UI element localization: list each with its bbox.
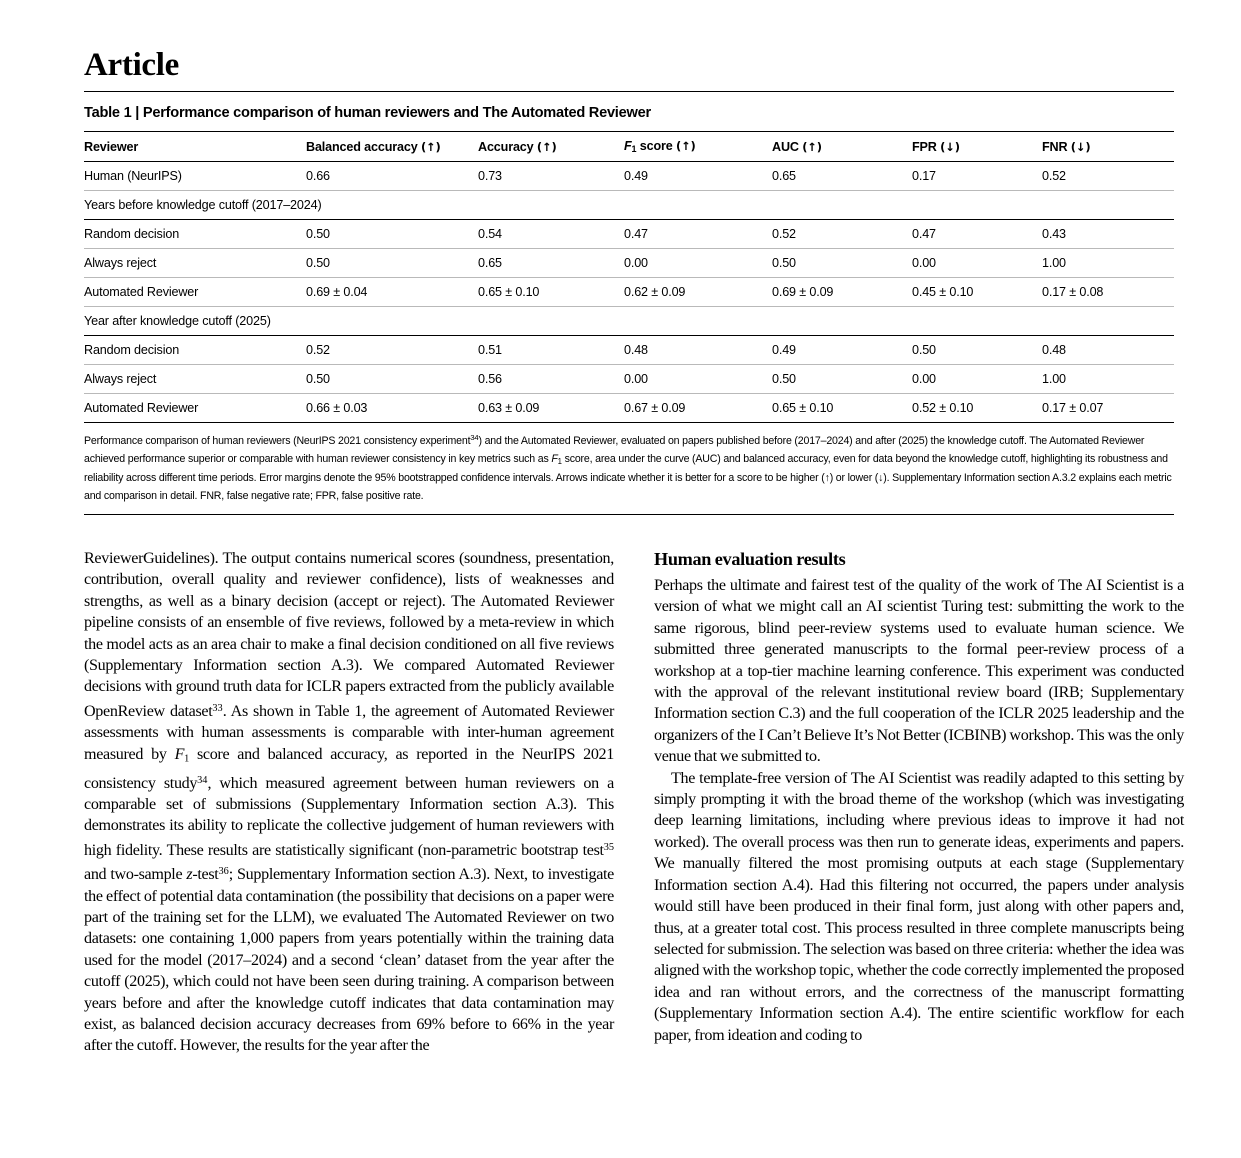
- cell-fnr: 1.00: [1042, 249, 1174, 278]
- table-header-row: [84, 132, 1174, 162]
- cell-fnr: 0.43: [1042, 220, 1174, 249]
- para-text-a: ReviewerGuidelines). The output contains numerical scores (soundness, presentation, contribution, overall quality and reviewer confidence), lists of weaknesses and strengths, as well as a binary decision (accept or reject). The Automated Reviewer pipeline consists of an ensemble of five reviews, followed by a meta-review in which the model acts as an area chair to make a final decision conditioned on all five reviews (Supplementary Information section A.3). We compared Automated Reviewer decisions with ground truth data for ICLR papers extracted from the publicly available OpenReview dataset: [84, 550, 614, 720]
- performance-comparison-table: [84, 131, 1174, 423]
- table-block: [84, 96, 1174, 515]
- sort-direction-arrow: (↓): [940, 139, 960, 154]
- para-text-d: , which measured agreement between human reviewers on a comparable set of submissions (Supplementary Information section A.3). This demonstrates its ability to replicate the collective judgement of human reviewers with high fidelity. These results are statistically significant (non-parametric bootstrap test: [84, 774, 614, 859]
- cell-balanced-accuracy: 0.66 ± 0.03: [306, 394, 478, 423]
- citation-34: 34: [197, 774, 208, 786]
- para-text-c: score and balanced accuracy, as reported in the NeurIPS 2021 consistency study: [84, 745, 615, 792]
- table-body: [84, 162, 1174, 423]
- cell-reviewer: Random decision: [84, 336, 306, 365]
- cell-accuracy: 0.73: [478, 162, 624, 191]
- footnote-text-part3: score, area under the curve (AUC) and balanced accuracy, even for data beyond the knowledge cutoff, highlighting its robustness and reliability across different time periods. Error margins denote the 95% bootstrapped confidence intervals. Arrows indicate whether it is better for a score to be higher (↑) or lower (↓). Supplementary Information section A.3.2 explains each metric and comparison in detail. FNR, false negative rate; FPR, false positive rate.: [84, 452, 1172, 502]
- cell-fnr: 0.48: [1042, 336, 1174, 365]
- cell-f1-score: 0.00: [624, 249, 772, 278]
- cell-balanced-accuracy: 0.69 ± 0.04: [306, 278, 478, 307]
- column-header-label: FNR: [1042, 139, 1068, 154]
- column-header-fnr: [1042, 132, 1174, 162]
- footnote-text-part1: Performance comparison of human reviewers (NeurIPS 2021 consistency experiment: [84, 435, 471, 447]
- cell-reviewer: Always reject: [84, 365, 306, 394]
- cell-balanced-accuracy: 0.50: [306, 220, 478, 249]
- cell-auc: 0.49: [772, 336, 912, 365]
- cell-reviewer: Automated Reviewer: [84, 394, 306, 423]
- footnote-reference-34: 34: [470, 433, 479, 442]
- footnote-f-subscript: 1: [557, 456, 562, 466]
- left-text-column: [84, 548, 614, 1057]
- footnote-text-part2: ) and the Automated Reviewer, evaluated on papers published before (2017–2024) and after (2025) the knowledge cutoff. The Automated Reviewer achieved performance superior or comparable with human reviewer consistency in key metrics such as: [84, 435, 1145, 465]
- para-text-f: -test: [192, 866, 219, 884]
- cell-section-label: Year after knowledge cutoff (2025): [84, 307, 1174, 336]
- table-footnote: [84, 423, 1174, 505]
- cell-fnr: 0.17 ± 0.07: [1042, 394, 1174, 423]
- cell-balanced-accuracy: 0.66: [306, 162, 478, 191]
- cell-fpr: 0.17: [912, 162, 1042, 191]
- cell-auc: 0.65 ± 0.10: [772, 394, 912, 423]
- table-row: [84, 365, 1174, 394]
- cell-auc: 0.50: [772, 365, 912, 394]
- cell-accuracy: 0.51: [478, 336, 624, 365]
- column-header-label: Accuracy: [478, 139, 534, 154]
- sort-direction-arrow: (↑): [802, 139, 822, 154]
- table-row: [84, 162, 1174, 191]
- column-header-label-sub: 1: [631, 144, 637, 154]
- masthead-divider: [84, 91, 1174, 92]
- f-subscript: 1: [184, 753, 189, 765]
- cell-reviewer: Always reject: [84, 249, 306, 278]
- cell-f1-score: 0.00: [624, 365, 772, 394]
- column-header-auc: [772, 132, 912, 162]
- cell-fpr: 0.50: [912, 336, 1042, 365]
- section-heading-human-evaluation-results: Human evaluation results: [654, 549, 846, 569]
- sort-direction-arrow: (↓): [1070, 139, 1091, 154]
- cell-fpr: 0.00: [912, 365, 1042, 394]
- paragraph-turing-test: Perhaps the ultimate and fairest test of the quality of the work of The AI Scientist is a version of what we might call an AI scientist Turing test: submitting the work to the same rigorous, blind peer-review systems used to evaluate human science. We submitted three generated manuscripts to the formal peer-review process of a workshop at a top-tier machine learning conference. This experiment was conducted with the approval of the relevant institutional review board (IRB; Supplementary Information section C.3) and the full cooperation of the ICLR 2025 leadership and the organizers of the I Can’t Believe It’s Not Better (ICBINB) workshop. This was the only venue that we submitted to.: [654, 577, 1184, 766]
- table-row: [84, 220, 1174, 249]
- cell-balanced-accuracy: 0.50: [306, 249, 478, 278]
- column-header-label-f: F: [624, 139, 632, 153]
- para-text-g: ; Supplementary Information section A.3). Next, to investigate the effect of potential data contamination (the possibility that decisions on a paper were part of the training set for the LLM), we evaluated The Automated Reviewer on two datasets: one containing 1,000 papers from years potentially within the training data used for the model (2017–2024) and a second ‘clean’ dataset from the year after the cutoff (2025), which could not have been seen during training. A comparison between years before and after the knowledge cutoff indicates that data contamination may exist, as balanced decision accuracy decreases from 69% before to 66% in the year after the cutoff. However, the results for the year after the: [84, 866, 615, 1055]
- cell-fpr: 0.00: [912, 249, 1042, 278]
- cell-auc: 0.50: [772, 249, 912, 278]
- cell-accuracy: 0.63 ± 0.09: [478, 394, 624, 423]
- cell-accuracy: 0.65: [478, 249, 624, 278]
- cell-f1-score: 0.67 ± 0.09: [624, 394, 772, 423]
- cell-f1-score: 0.62 ± 0.09: [624, 278, 772, 307]
- cell-fpr: 0.52 ± 0.10: [912, 394, 1042, 423]
- cell-f1-score: 0.47: [624, 220, 772, 249]
- cell-balanced-accuracy: 0.52: [306, 336, 478, 365]
- column-header-label: AUC: [772, 139, 799, 154]
- masthead: [84, 46, 1174, 92]
- cell-fnr: 0.52: [1042, 162, 1174, 191]
- cell-fnr: 1.00: [1042, 365, 1174, 394]
- citation-35: 35: [603, 841, 614, 853]
- column-header-label: FPR: [912, 139, 937, 154]
- table-row: [84, 336, 1174, 365]
- right-text-column: [654, 548, 1184, 1046]
- paragraph-template-free-version: The template-free version of The AI Scientist was readily adapted to this setting by simply prompting it with the broad theme of the workshop (which was investigating deep learning limitations, including where previous ideas to improve it had not worked). The overall process was then run to generate ideas, experiments and papers. We manually filtered the most promising outputs at each stage (Supplementary Information section A.4). Had this filtering not occurred, the papers under analysis would still have been produced in their final form, just along with other papers and, thus, at a greater total cost. This process resulted in three complete manuscripts being selected for submission. The selection was based on three criteria: whether the idea was aligned with the workshop topic, whether the code correctly implemented the proposed idea and ran without errors, and the correctness of the manuscript formatting (Supplementary Information section A.4). The entire scientific workflow for each paper, from ideation and coding to: [654, 769, 1184, 1044]
- cell-auc: 0.65: [772, 162, 912, 191]
- table-section-row: [84, 191, 1174, 220]
- column-header-f1-score: $F_1$ score (↑): [624, 132, 772, 162]
- article-body: [84, 548, 1184, 1158]
- cell-reviewer: Automated Reviewer: [84, 278, 306, 307]
- table-row: [84, 278, 1174, 307]
- cell-f1-score: 0.49: [624, 162, 772, 191]
- cell-f1-score: 0.48: [624, 336, 772, 365]
- cell-accuracy: 0.54: [478, 220, 624, 249]
- para-text-e: and two-sample: [84, 866, 187, 884]
- citation-33: 33: [212, 702, 223, 714]
- sort-direction-arrow: (↑): [675, 139, 696, 153]
- f-symbol: F: [174, 745, 185, 763]
- table-section-row: [84, 307, 1174, 336]
- column-header-balanced-accuracy: [306, 132, 478, 162]
- sort-direction-arrow: (↑): [536, 139, 557, 154]
- column-header-accuracy: [478, 132, 624, 162]
- sort-direction-arrow: (↑): [420, 139, 441, 154]
- page-title: Article: [84, 47, 179, 83]
- cell-accuracy: 0.65 ± 0.10: [478, 278, 624, 307]
- table-caption-title: Table 1 | Performance comparison of human reviewers and The Automated Reviewer: [84, 105, 651, 121]
- citation-36: 36: [218, 866, 229, 878]
- column-header-label: Reviewer: [84, 139, 139, 154]
- cell-balanced-accuracy: 0.50: [306, 365, 478, 394]
- column-header-fpr: [912, 132, 1042, 162]
- table-row: [84, 394, 1174, 423]
- cell-reviewer: Random decision: [84, 220, 306, 249]
- column-header-label: Balanced accuracy: [306, 139, 418, 154]
- cell-fnr: 0.17 ± 0.08: [1042, 278, 1174, 307]
- para-text-b: . As shown in Table 1, the agreement of Automated Reviewer assessments with human assessments is comparable with inter-human agreement measured by: [84, 702, 614, 763]
- column-header-reviewer: [84, 132, 306, 162]
- table-row: [84, 249, 1174, 278]
- cell-auc: 0.69 ± 0.09: [772, 278, 912, 307]
- paragraph-automated-reviewer: [84, 548, 614, 1057]
- cell-accuracy: 0.56: [478, 365, 624, 394]
- cell-reviewer: Human (NeurIPS): [84, 162, 306, 191]
- cell-fpr: 0.47: [912, 220, 1042, 249]
- z-symbol: z: [186, 866, 193, 884]
- footnote-f-symbol: F: [551, 452, 558, 465]
- cell-fpr: 0.45 ± 0.10: [912, 278, 1042, 307]
- table-bottom-divider: [84, 514, 1174, 515]
- cell-auc: 0.52: [772, 220, 912, 249]
- cell-section-label: Years before knowledge cutoff (2017–2024): [84, 191, 1174, 220]
